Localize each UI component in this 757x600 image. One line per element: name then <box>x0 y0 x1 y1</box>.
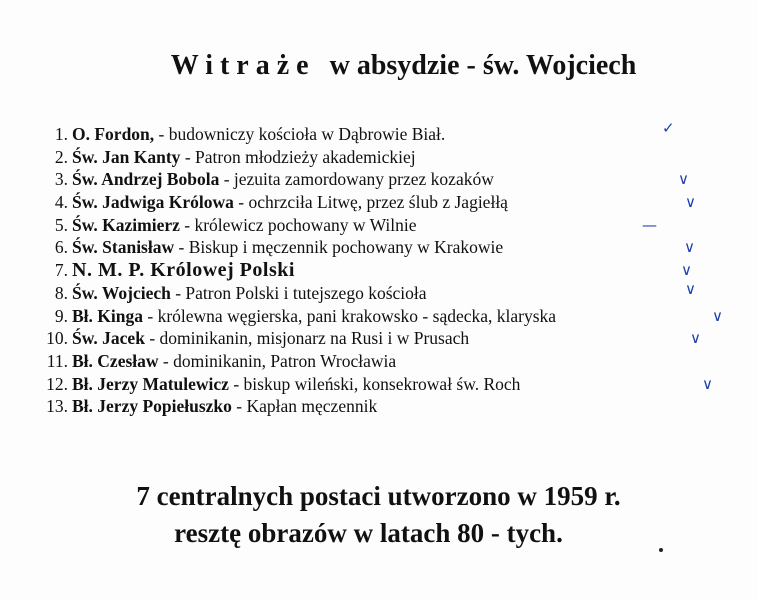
item-description: - biskup wileński, konsekrował św. Roch <box>228 373 521 394</box>
item-number: 2. <box>54 146 68 167</box>
item-description: - Kapłan męczennik <box>231 396 378 417</box>
item-number: 9. <box>54 305 68 326</box>
checkmark-icon: ∨ <box>684 238 695 257</box>
list-item <box>30 214 730 237</box>
item-number: 10. <box>46 328 68 349</box>
checkmark-icon: ∨ <box>681 261 692 280</box>
item-description: - dominikanin, misjonarz na Rusi i w Prusach <box>144 328 470 349</box>
item-number: 8. <box>54 282 68 303</box>
checkmark-icon: ✓ <box>662 119 675 137</box>
checkmark-icon: ∨ <box>685 193 696 212</box>
list-item <box>30 373 730 396</box>
item-name: Św. Jan Kanty <box>72 146 181 167</box>
item-description: - królewicz pochowany w Wilnie <box>179 214 417 235</box>
item-number: 5. <box>54 214 68 235</box>
checkmark-icon: ∨ <box>712 306 723 325</box>
item-number: 11. <box>46 350 68 371</box>
list-item <box>30 259 730 282</box>
item-description: - Biskup i męczennik pochowany w Krakowie <box>174 237 504 258</box>
item-name: Św. Jacek <box>72 328 145 349</box>
page-title <box>0 50 757 82</box>
item-name: Św. Stanisław <box>72 237 175 258</box>
item-number: 7. <box>54 260 68 281</box>
item-number: 6. <box>54 237 68 258</box>
checkmark-icon: ∨ <box>678 170 689 189</box>
dash-mark-icon: — <box>642 215 657 234</box>
list-item <box>30 146 730 169</box>
item-name: Bł. Jerzy Popiełuszko <box>72 396 232 417</box>
item-name: Św. Jadwiga Królowa <box>72 192 234 213</box>
checkmark-icon: ∨ <box>702 374 713 393</box>
list-item <box>30 327 730 350</box>
item-description: - Patron młodzieży akademickiej <box>180 146 416 167</box>
ink-dot <box>659 548 663 552</box>
list-item <box>30 350 730 373</box>
item-number: 3. <box>54 169 68 190</box>
item-description: - ochrzciła Litwę, przez ślub z Jagiełłą <box>233 192 508 213</box>
title-part-2: w absydzie - św. Wojciech <box>329 50 637 81</box>
item-description: - dominikanin, Patron Wrocławia <box>158 350 397 371</box>
footer-line-2: resztę obrazów w latach 80 - tych. <box>174 518 563 548</box>
footer-line-1: 7 centralnych postaci utworzono w 1959 r. <box>136 481 621 511</box>
list-item <box>30 119 730 146</box>
title-part-1: Witraże <box>170 50 316 81</box>
item-name: Bł. Kinga <box>72 305 143 326</box>
item-name: O. Fordon, <box>72 124 155 144</box>
list-item <box>30 395 730 418</box>
item-number: 13. <box>46 396 68 417</box>
list-item <box>30 236 730 259</box>
stained-glass-list <box>30 119 730 418</box>
item-description: - Patron Polski i tutejszego kościoła <box>170 282 427 303</box>
item-description: - budowniczy kościoła w Dąbrowie Biał. <box>154 124 446 144</box>
list-item <box>30 279 730 305</box>
item-name: Św. Wojciech <box>72 282 171 303</box>
item-number: 1. <box>54 124 68 144</box>
list-item <box>30 305 730 328</box>
item-number: 4. <box>54 192 68 213</box>
checkmark-icon: ∨ <box>690 329 701 348</box>
item-description: - jezuita zamordowany przez kozaków <box>219 169 494 190</box>
item-description: - królewna węgierska, pani krakowsko - sądecka, klaryska <box>143 305 557 326</box>
item-number: 12. <box>46 373 68 394</box>
item-name: Św. Andrzej Bobola <box>72 169 220 190</box>
item-name: Bł. Czesław <box>72 350 159 371</box>
list-item <box>30 191 730 214</box>
list-item <box>30 168 730 191</box>
item-name: N. M. P. Królowej Polski <box>72 259 295 282</box>
item-name: Św. Kazimierz <box>72 214 180 235</box>
item-name: Bł. Jerzy Matulewicz <box>72 373 229 394</box>
checkmark-icon: ∨ <box>685 279 696 298</box>
